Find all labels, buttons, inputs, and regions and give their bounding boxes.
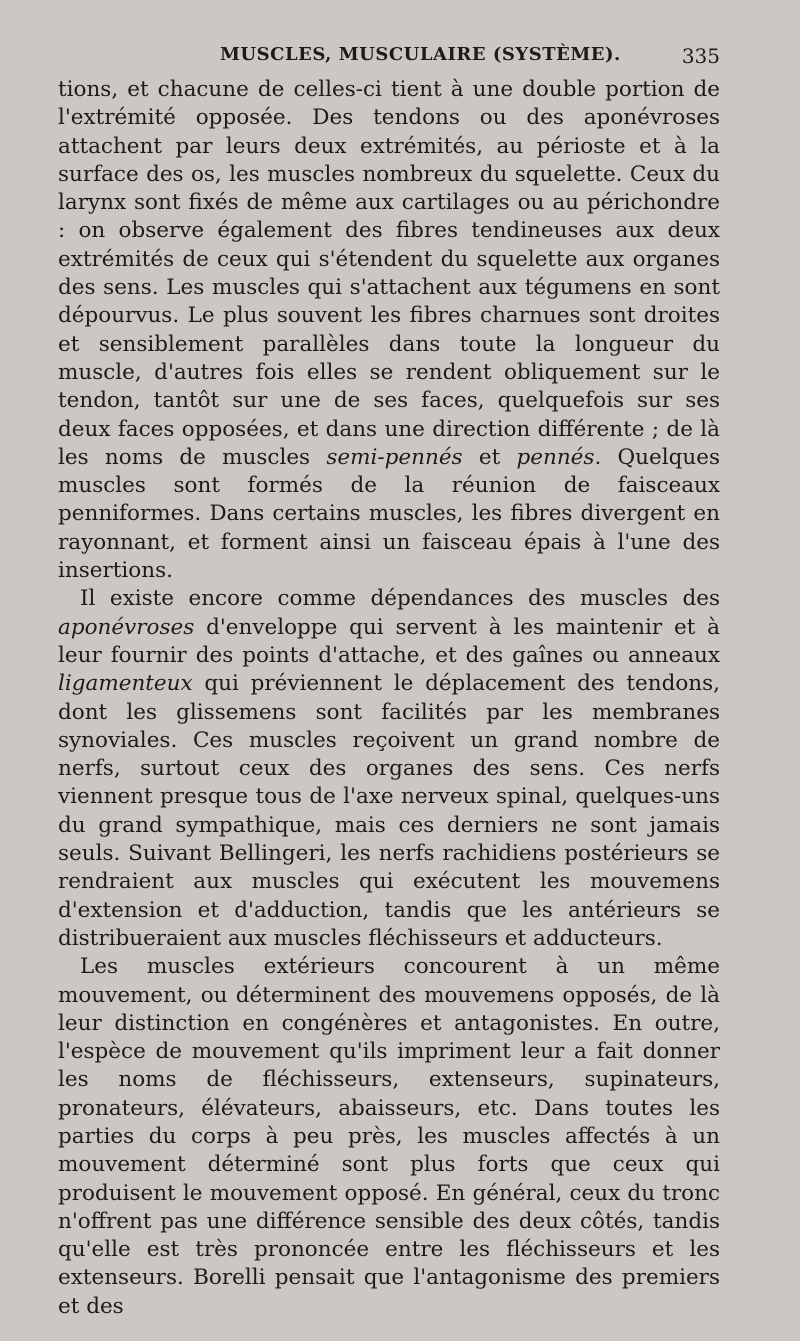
- paragraph-text: . Quelques muscles sont formés de la réunion de faisceaux penniformes. Dans certains muscles, les fibres divergent en rayonnant, et forment ainsi un faisceau épais à l'une des insertions.: [58, 444, 720, 584]
- paragraph-3: Les muscles extérieurs concourent à un même mouvement, ou déterminent des mouvemens opposés, de là leur distinction en congénères et antagonistes. En outre, l'espèce de mouvement qu'ils impriment leur a fait donner les noms de fléchisseurs, extenseurs, supinateurs, pronateurs, élévateurs, abaisseurs, etc. Dans toutes les parties du corps à peu près, les muscles affectés à un mouvement déterminé sont plus forts que ceux qui produisent le mouvement opposé. En général, ceux du tronc n'offrent pas une différence sensible des deux côtés, tandis qu'elle est très prononcée entre les fléchisseurs et les extenseurs. Borelli pensait que l'antagonisme des premiers et des: [58, 954, 720, 1319]
- italic-term: pennés: [516, 444, 595, 470]
- paragraph-text: et: [462, 444, 517, 470]
- italic-term: aponévroses: [58, 614, 195, 640]
- italic-term: ligamenteux: [58, 671, 193, 697]
- running-title: MUSCLES, MUSCULAIRE (SYSTÈME).: [220, 44, 621, 65]
- paragraph-text: qui préviennent le déplacement des tendons, dont les glissemens sont facilités par les membranes synoviales. Ces muscles reçoivent un grand nombre de nerfs, surtout ceux des organes des sens. Ces nerfs viennent presque tous de l'axe nerveux spinal, quelques-uns du grand sympathique, mais ces derniers ne sont jamais seuls. Suivant Bellingeri, les nerfs rachidiens postérieurs se rendraient aux muscles qui exécutent les mouvemens d'extension et d'adduction, tandis que les antérieurs se distribueraient aux muscles fléchisseurs et adducteurs.: [58, 671, 720, 951]
- paragraph-1: [58, 76, 720, 585]
- paragraph-text: d'enveloppe qui servent à les maintenir et à leur fournir des points d'attache, et des gaînes ou anneaux: [58, 614, 720, 668]
- italic-term: semi-pennés: [326, 444, 463, 470]
- paragraph-text: tions, et chacune de celles-ci tient à une double portion de l'extrémité opposée. Des tendons ou des aponévroses attachent par leurs deux extrémités, au périoste et à la surface des os, les muscles nombreux du squelette. Ceux du larynx sont fixés de même aux cartilages ou au périchondre : on observe également des fibres tendineuses aux deux extrémités de ceux qui s'étendent du squelette aux organes des sens. Les muscles qui s'attachent aux tégumens en sont dépourvus. Le plus souvent les fibres charnues sont droites et sensiblement parallèles dans toute la longueur du muscle, d'autres fois elles se rendent obliquement sur le tendon, tantôt sur une de ses faces, quelquefois sur ses deux faces opposées, et dans une direction différente ; de là les noms de muscles: [58, 77, 720, 470]
- page-number: 335: [681, 44, 720, 68]
- page-header: [60, 44, 720, 74]
- paragraph-2: [58, 585, 720, 953]
- paragraph-text: Il existe encore comme dépendances des muscles des: [80, 586, 720, 612]
- body-text: [58, 76, 720, 1321]
